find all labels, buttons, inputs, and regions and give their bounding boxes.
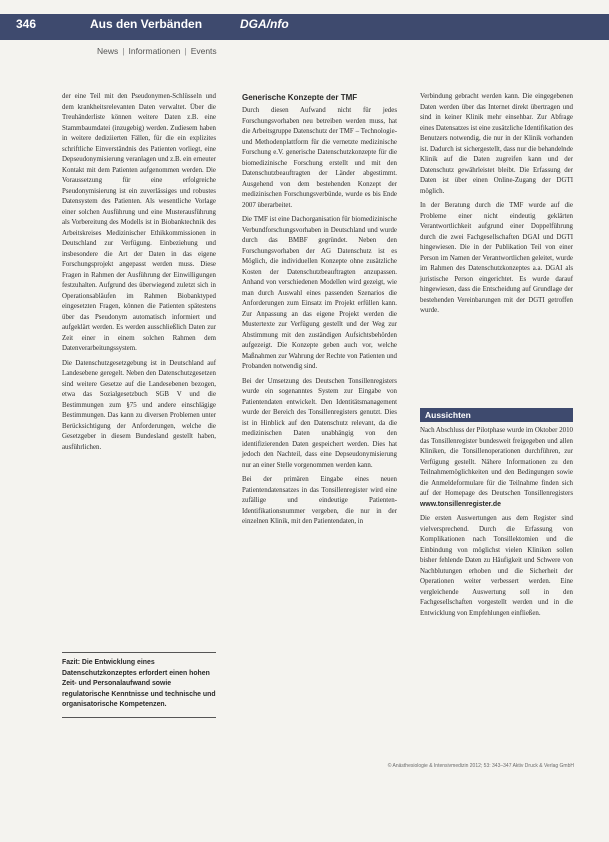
conclusion-box: Fazit: Die Entwicklung eines Datenschutzkonzeptes erfordert einen hohen Zeit- und Personalaufwand sowie regulatorische Kenntnisse und technische und organisatorische Kompetenzen. <box>62 652 216 718</box>
page-footer: © Anästhesiologie & Intensivmedizin 2012; 53: 343–347 Aktiv Druck & Verlag GmbH <box>387 763 574 769</box>
body-paragraph: In der Beratung durch die TMF wurde auf die Probleme einer nicht eindeutig geklärten Verantwortlichkeit aufgrund einer Doppelführung durch die zwei Fachgesellschaften DGAI und DGTI hingewiesen. Die in der Publikation Teil von einer Person im Namen der Verantwortlichen geleitet, wurde im Rahmen des Datenschutzkonzeptes a.a. DGAI als juristische Person eingerichtet. Es wurde darauf hingewiesen, dass die Entscheidung auf Grundlage der bestehenden Vereinbarungen mit der DGTI getroffen wurde. <box>420 202 573 314</box>
section-subnav: News | Informationen | Events <box>97 46 217 56</box>
section-title: Aus den Verbänden <box>90 17 203 31</box>
subnav-events: Events <box>190 46 217 56</box>
body-paragraph: der eine Teil mit den Pseudonymen-Schlüsseln und dem krankheitsrelevanten Daten verwaltet. Über die Treuhänderliste können weitere Daten z.B. eine Stammbaumdatei (inzugebig) werden. Zudiesem haben in weitere dediziierten Fällen, für die ein explizites schriftliche Einverständnis des Patienten vorliegt, eine Depseudonymisierung veranlagen und z.B. ein erneuter Kontakt mit dem Patienten aufgenommen werden. Die Voraussetzung für eine erfolgreiche Pseudonymisierung ist ein zuverlässiges und robustes Datensystem des Patienten. Als wesentliche Vorlage einer solchen Ausführung und eine Musterausführung als Vorbereitung des Modells ist in Biobanktechnik des Arbeitskreises Medizinischer Ethikkommissionen in Deutschland zur Verfügung. Einbeziehung und insbesondere die Art der Daten in das eigene Forschungsprojekt angepasst werden muss. Diese Fragen in Rahmen der Ausführung der Einwilligungen festzuhalten. Aufgrund des überwiegend zuletzt sich in Operationsabläufen im Rahmen Biobanktyped eingesetzten Fragen, können die Patienten spätestens über das Pseudonym automatisch informiert und aufgeklärt werden. Es werden ausschließlich Daten zur Zeit einer in einem solchen Rahmen dem Datenverarbeitungssystem. <box>62 93 216 352</box>
body-paragraph <box>420 426 573 510</box>
aussichten-heading: Aussichten <box>420 408 573 422</box>
body-paragraph: Bei der primären Eingabe eines neuen Patientendatensatzes in das Tonsillenregister wird eine zufällige und eindeutige Patienten-Identifikationsnummer vergeben, die nur in der einzelnen Klinik, mit den Patientendaten, in <box>242 476 397 525</box>
subnav-informationen: Informationen <box>128 46 181 56</box>
body-paragraph: Die ersten Auswertungen aus dem Register sind vielversprechend. Durch die Erfassung von Komplikationen nach Tonsillektomien und die Einbindung von möglichst vielen Kliniken sollen bisher fehlende Daten zu Häufigkeit und Schwere von Nachblutungen erhoben und die Sicherheit der Operationen weiter verbessert werden. Eine vergleichende Auswertung soll in den Fachgesellschaften vorgestellt werden und in die Entwicklung von Empfehlungen einfließen. <box>420 515 573 617</box>
body-text: Nach Abschluss der Pilotphase wurde im Oktober 2010 das Tonsillenregister bundesweit freigegeben und allen Kliniken, die Tonsillenoperationen durchführen, zur Verfügung gestellt. Nähere Informationen zu den Teilnahmemöglichkeiten und den Bedingungen sowie die Anmeldeformulare für die Teilnahme finden sich auf der Homepage des Deutschen Tonsillenregisters <box>420 427 573 497</box>
body-paragraph: Die Datenschutzgesetzgebung ist in Deutschland auf Landesebene geregelt. Neben den Datenschutzgesetzen sind weitere Gesetze auf die Landesebenen bezogen, etwa das Sozialgesetzbuch SGB V und die Bestimmungen zum §75 und andere einschlägige Bestimmungen. Das kann zu diversen Problemen unter Berücksichtigung der Anforderungen, welche die Gesetzgeber in diesem Bundesland gestellt haben, ausführlichen. <box>62 359 216 451</box>
journal-name: DGA/nfo <box>240 17 289 31</box>
body-paragraph: Die TMF ist eine Dachorganisation für biomedizinische Verbundforschungsvorhaben in Deutschland und wurde durch das BMBF gegründet. Neben den Forschungsvorhaben der AG Datenschutz ist es Möglich, die individuellen Konzepte ohne zusätzliche Kosten der Datenschutzbeauftragten anzupassen. Anhand von verschiedenen Modellen wird gezeigt, wie man durch Auswahl eines passenden Szenarios die Anforderungen zum Einsatz im Projekt erfüllen kann. Zur Anpassung an das eigene Projekt werden die Mustertexte zur Verfügung gestellt und der Weg zur Abstimmung mit den zuständigen Aufsichtsbehörden aufgezeigt. Die Konzepte geben auch vor, welche Maßnahmen zur Wahrung der Rechte von Patienten und Probanden notwendig sind. <box>242 216 397 370</box>
column-left <box>62 92 216 457</box>
body-paragraph: Bei der Umsetzung des Deutschen Tonsillenregisters wurde ein sogenanntes System zur Eingabe von Patientendaten entwickelt. Den Identitätsmanagement wurde der Bereich des Tonsillenregisters genutzt. Dies ist in Hinblick auf den Datenschutz relevant, da die medizinischen Daten unabhängig von den identifizierenden Daten gespeichert werden. Dies hat jedoch den Nachteil, dass eine Depseudonymisierung nur an einer Stelle vorgenommen werden kann. <box>242 377 397 469</box>
section-heading: Generische Konzepte der TMF <box>242 93 358 102</box>
page-number: 346 <box>16 17 37 31</box>
body-paragraph: Durch diesen Aufwand nicht für jedes Forschungsvorhaben neu betreiben werden muss, hat die Arbeitsgruppe Datenschutz der TMF – Technologie- und Methodenplattform für die vernetzte medizinische Forschung e.V. generische Datenschutzkonzepte für die biomedizinische Forschung erstellt und mit den Datenschutzbeauftragten der Länder abgestimmt. Ausgehend von dem bestehenden Konzept der medizinischen Forschungsverbünde, wurde es bis Ende 2007 überarbeitet. <box>242 107 397 209</box>
page-header-bar <box>0 14 609 40</box>
column-right-lower <box>420 426 573 623</box>
body-paragraph: Verbindung gebracht werden kann. Die eingegebenen Daten werden über das Internet direkt übertragen und sind in keiner Klinik mehr einsehbar. Zur Abfrage eines Datensatzes ist eine zusätzliche Identifikation des Benutzers notwendig, die nur in der Klinik vorhanden ist. Dadurch ist sichergestellt, dass nur die behandelnde Klinik auf die Daten zugreifen kann und der Datenschutz gewährleistet bleibt. Die Erfassung der Daten ist über einen Online-Zugang der DGTI möglich. <box>420 93 573 195</box>
register-url-link[interactable]: www.tonsillenregister.de <box>420 500 501 508</box>
column-middle <box>242 92 397 532</box>
subnav-news: News <box>97 46 119 56</box>
column-right <box>420 92 573 321</box>
